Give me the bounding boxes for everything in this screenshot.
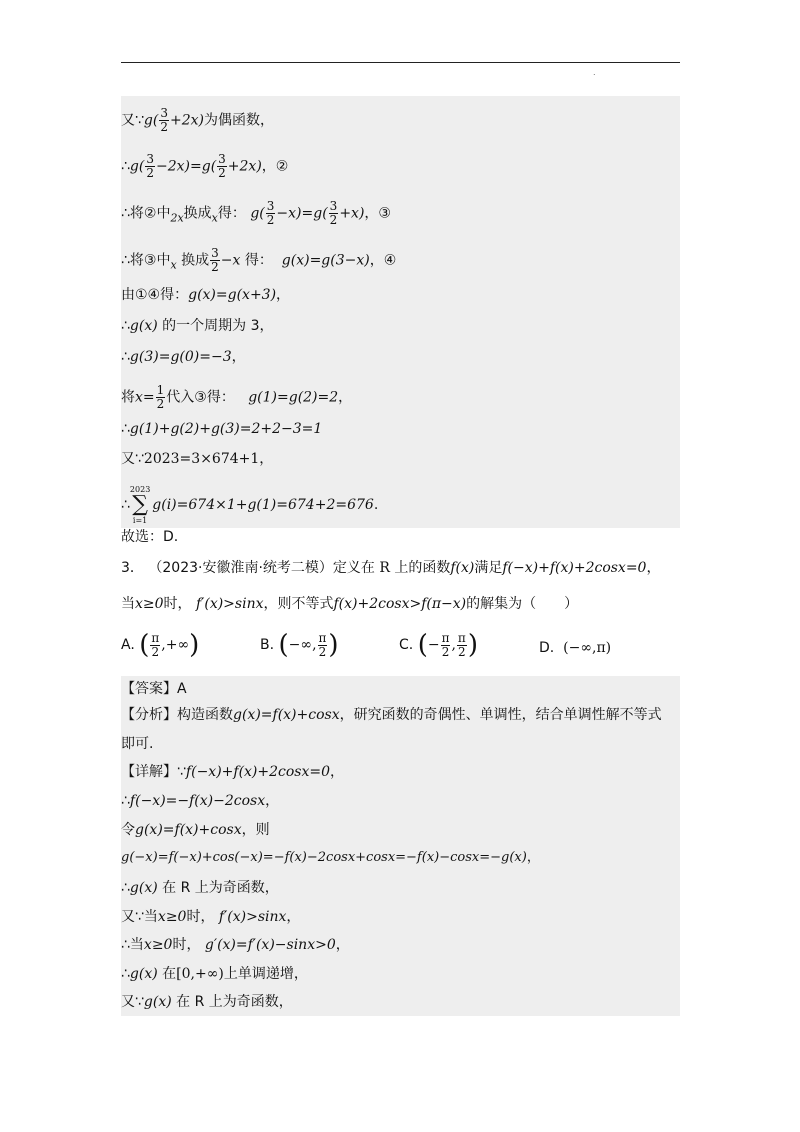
question-source: （2023·安徽淮南·统考二模） [148, 560, 333, 576]
sol-line-2 [121, 153, 288, 180]
text: ∴ [121, 421, 130, 437]
summation: 2023 ∑ i=1 [129, 485, 151, 525]
text: 定义在 [332, 560, 375, 576]
option-a[interactable]: A. ( $\frac{\pi}{2}$ ,+∞) [121, 630, 200, 660]
math: , [451, 637, 456, 653]
sol-line-11 [121, 484, 378, 526]
option-label: B. [260, 637, 275, 653]
text: ，则不等式 [263, 596, 334, 612]
text: 为偶函数， [204, 112, 274, 129]
option-b[interactable]: B. (−∞, $\frac{\pi}{2}$ ) [260, 630, 339, 660]
option-c[interactable]: C. (− $\frac{\pi}{2}$ , $\frac{\pi}{2}$ ) [399, 630, 478, 660]
math: x= [135, 389, 155, 406]
math: g(3)=g(0)=−3 [129, 349, 232, 365]
text: ， [335, 937, 350, 953]
math: f′(x)>sinx [218, 909, 287, 925]
math: g′(x)=f′(x)−sinx>0 [204, 937, 336, 953]
math: g(i)=674×1+g(1)=674+2=676 [152, 497, 374, 513]
math: f(−x)+f(x)+2cosx=0 [502, 560, 647, 576]
math: ,+∞ [161, 637, 190, 653]
text: 构造函数 [177, 707, 233, 723]
math: +2x) [170, 112, 204, 129]
math: f(x) [450, 560, 475, 576]
text: ，② [261, 158, 289, 175]
text: 的解集为（ ） [466, 596, 579, 612]
math: R [379, 560, 390, 576]
text: ∴将③中 [121, 252, 171, 269]
option-label: C. [399, 637, 414, 653]
fraction: $\frac{\pi}{2}$ [441, 630, 450, 659]
sol-line-1 [121, 107, 274, 134]
text: 即可. [121, 736, 154, 752]
math: g( [129, 158, 145, 175]
sol-line-10 [121, 449, 273, 469]
math: g(x) [129, 966, 158, 982]
math: f(x)+2cosx>f(π−x) [333, 596, 467, 612]
math: +x) [339, 205, 365, 222]
math: x≥0 [135, 596, 164, 612]
math: (−∞,π) [563, 640, 612, 656]
math: x [211, 211, 218, 225]
question-line-1 [121, 558, 660, 578]
text: 在 R 上为奇函数， [176, 994, 293, 1010]
text: 在 [162, 966, 177, 982]
answer-tag: 【答案】A [121, 681, 187, 697]
math: g(1)=g(2)=2 [248, 389, 339, 406]
question-line-2 [121, 594, 578, 614]
fraction: $\frac{3}{2}$ [329, 199, 338, 227]
sol-line-12 [121, 527, 178, 547]
text: 得： [217, 205, 246, 222]
text: 代入③得： [166, 389, 235, 406]
text: 上的函数 [394, 560, 451, 576]
fraction: $\frac{3}{2}$ [266, 199, 275, 227]
detail-line-7 [121, 935, 350, 955]
text: ∴将②中 [121, 205, 171, 222]
math: −x)=g( [276, 205, 328, 222]
sol-line-7 [121, 347, 246, 367]
math: 2x [170, 211, 184, 225]
text: 又∵ [121, 112, 144, 129]
option-d[interactable] [539, 640, 611, 656]
math: 2023=3×674+1 [143, 451, 260, 467]
fraction: $\frac{\pi}{2}$ [151, 630, 160, 659]
text: 换成 [181, 252, 210, 269]
option-label: A. [121, 637, 135, 653]
math: [0,+∞) [176, 966, 224, 982]
option-label: D. [539, 640, 555, 656]
text: ，③ [364, 205, 391, 222]
text: ，则 [241, 822, 270, 838]
math: g(x)=g(x+3) [188, 287, 277, 303]
math: x [170, 258, 177, 272]
math: g(x)=f(x)+cosx [233, 707, 340, 723]
math: f(−x)=−f(x)−2cosx [129, 793, 266, 809]
text: ∴ [121, 793, 130, 809]
detail-line-8 [121, 964, 308, 984]
text: 令 [121, 822, 135, 838]
sol-line-4 [121, 247, 396, 276]
math: f′(x)>sinx [196, 596, 264, 612]
analysis-tag: 【分析】 [121, 707, 177, 723]
text: 得： [244, 252, 273, 269]
text: 满足 [474, 560, 503, 576]
text: ，④ [369, 252, 397, 269]
math: − [427, 637, 440, 653]
text: 上单调递增， [223, 966, 308, 982]
text: 换成 [183, 205, 212, 222]
text: 时， [186, 909, 215, 925]
math: x≥0 [143, 937, 173, 953]
text: ∴ [121, 880, 130, 896]
math: g(x) [129, 318, 158, 334]
text: ∴ [121, 318, 130, 334]
text: ， [330, 764, 345, 780]
fraction: $\frac{3}{2}$ [211, 246, 219, 274]
fraction: $\frac{\pi}{2}$ [318, 630, 327, 659]
detail-line-3 [121, 820, 270, 840]
math: −2x)=g( [156, 158, 217, 175]
text: 故选：D. [121, 529, 179, 545]
math: g(1)+g(2)+g(3)=2+2−3=1 [129, 421, 323, 437]
detail-line-6 [121, 907, 300, 927]
text: ， [646, 560, 661, 576]
text: ∴当 [121, 937, 144, 953]
question-number: 3． [121, 560, 144, 576]
analysis-line-1 [121, 705, 662, 725]
math: x≥0 [157, 909, 187, 925]
text: ∴ [121, 158, 130, 175]
math: −x [220, 252, 241, 269]
header-dot: . [593, 68, 596, 77]
fraction: $\frac{3}{2}$ [160, 106, 168, 134]
analysis-line-2 [121, 734, 153, 754]
sol-line-5 [121, 285, 290, 305]
math: g(x)=f(x)+cosx [135, 822, 242, 838]
math: −∞, [288, 637, 317, 653]
text: ， [286, 909, 301, 925]
sol-line-9 [121, 419, 322, 439]
math: g( [250, 205, 265, 222]
text: ， [259, 451, 274, 467]
text: ∴ [121, 497, 130, 513]
text: ， [526, 850, 540, 865]
fraction: $\frac{3}{2}$ [146, 152, 154, 180]
text: ，研究函数的奇偶性、单调性，结合单调性解不等式 [339, 707, 662, 723]
text: 的一个周期为 3， [162, 318, 274, 334]
sol-line-8 [121, 384, 352, 411]
text: 将 [121, 389, 135, 406]
answer-line [121, 679, 187, 699]
math: g( [143, 112, 159, 129]
text: ∴ [121, 349, 130, 365]
text: 在 R 上为奇函数， [162, 880, 279, 896]
fraction: $\frac{3}{2}$ [218, 152, 226, 180]
text: 又∵当 [121, 909, 158, 925]
text: ， [265, 793, 280, 809]
math: g(x) [143, 994, 172, 1010]
text: 又∵ [121, 994, 144, 1010]
text: ， [231, 349, 246, 365]
sol-line-6 [121, 316, 274, 336]
math: g(x)=g(3−x) [281, 252, 370, 269]
detail-line-1 [121, 762, 344, 782]
detail-line-2 [121, 791, 279, 811]
detail-line-4 [121, 848, 540, 868]
text: 时， [163, 596, 192, 612]
text: 时， [172, 937, 201, 953]
text: ， [338, 389, 353, 406]
sol-line-3 [121, 200, 391, 229]
text: 又∵ [121, 451, 144, 467]
text: ∴ [121, 966, 130, 982]
math: f(−x)+f(x)+2cosx=0 [185, 764, 331, 780]
fraction: $\frac{1}{2}$ [156, 383, 165, 411]
detail-line-9 [121, 992, 293, 1012]
text: . [373, 497, 379, 513]
fraction: $\frac{\pi}{2}$ [457, 630, 466, 659]
text: ， [276, 287, 291, 303]
detail-line-5 [121, 878, 279, 898]
math: g(−x)=f(−x)+cos(−x)=−f(x)−2cosx+cosx=−f(x)−cosx=−g(x) [121, 850, 527, 865]
detail-tag: 【详解】 [121, 764, 177, 780]
text: 由①④得： [121, 287, 189, 303]
text: 当 [121, 596, 135, 612]
math: g(x) [129, 880, 158, 896]
header-rule [121, 62, 680, 63]
math: +2x) [227, 158, 262, 175]
text: ∵ [177, 764, 186, 780]
